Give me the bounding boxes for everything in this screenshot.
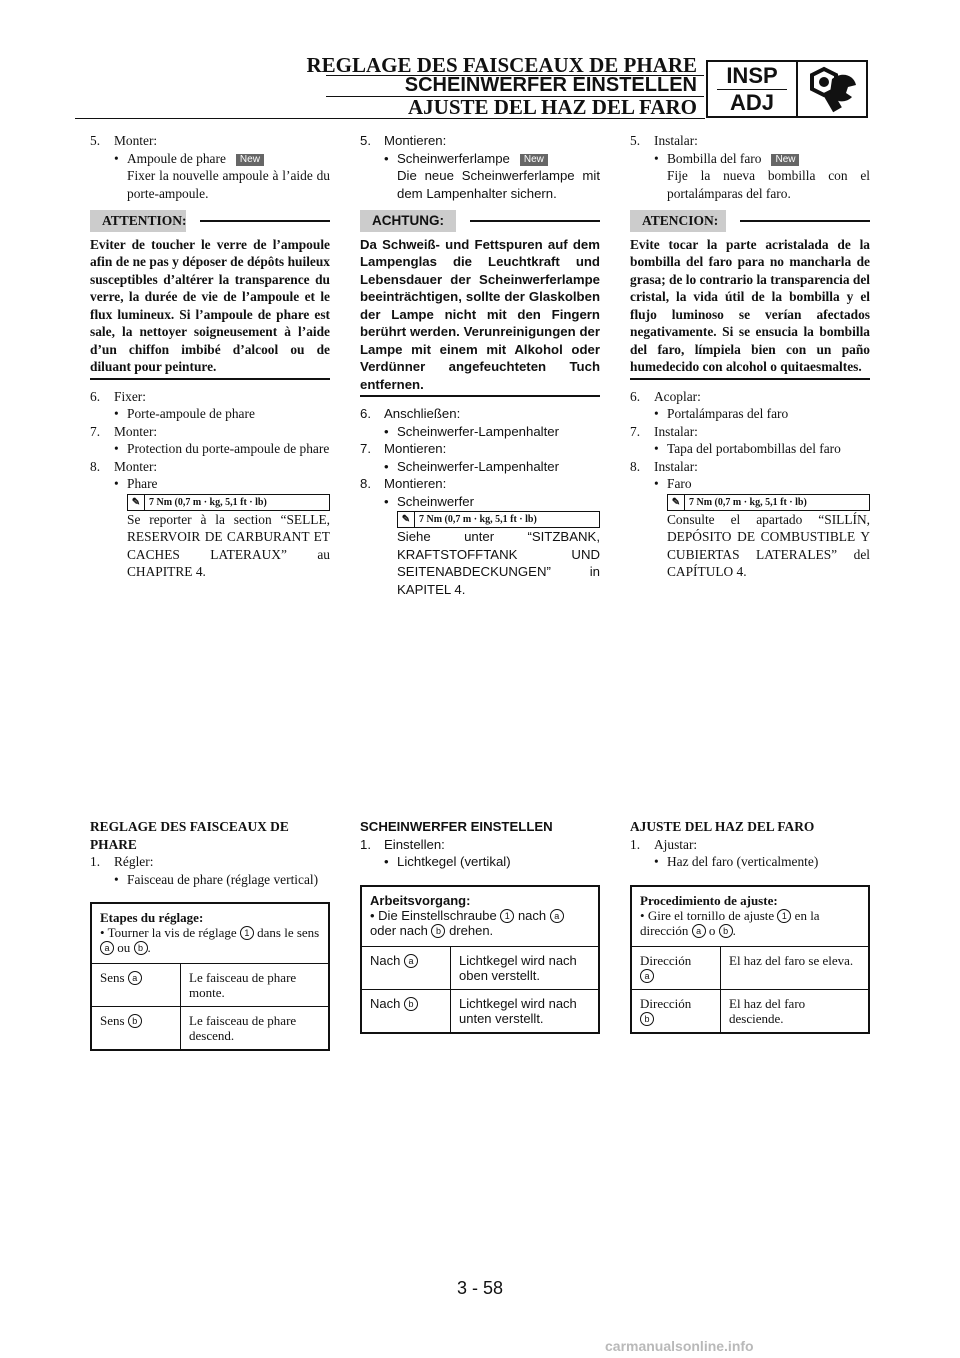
step-item: Faro [667, 476, 692, 491]
circled-b: b [404, 997, 418, 1011]
new-badge: New [520, 154, 548, 166]
table-cell: El haz del faro se eleva. [729, 952, 854, 968]
caution-label: ATENCION: [630, 210, 726, 232]
caution-label: ATTENTION: [90, 210, 186, 232]
table-cell: Lichtkegel wird nach oben verstellt. [459, 952, 577, 983]
table-heading: Procedimiento de ajuste: [640, 892, 778, 908]
step-label: Instalar: [654, 423, 698, 439]
procedure-table: Arbeitsvorgang: • Die Einstellschraube 1 nach a oder nach b drehen. Nach a Lichtkegel wird nach oben verstellt. Nach b Lichtkegel wird nach unten verstellt. [360, 885, 600, 1034]
watermark: carmanualsonline.info [605, 1338, 754, 1354]
step-label: Monter: [114, 423, 158, 439]
table-row [632, 990, 868, 1032]
procedure-table: Etapes du réglage: • Tourner la vis de réglage 1 dans le sens a ou b . Sens a Le faisceau de phare monte. Sens b Le faisceau de phare descend. [90, 902, 330, 1051]
circled-1: 1 [240, 926, 254, 940]
section-title: REGLAGE DES FAISCEAUX DE PHARE [90, 819, 289, 852]
step-number: 8. [630, 458, 641, 474]
table-step-text: o [708, 922, 716, 938]
step-label: Régler: [114, 854, 154, 869]
circled-a: a [692, 924, 706, 938]
wrench-icon [796, 62, 866, 116]
table-cell: Lichtkegel wird nach unten verstellt. [459, 995, 577, 1026]
caution-text: Evite tocar la parte acristalada de la bombilla del faro para no mancharla de grasa; de lo contrario la transparencia del cristal, la vida útil de la bombilla y el flujo luminoso se verían afectados negativamente. Si se ensucia la bombilla del faro, límpiela bien con un paño humedecido con alcohol o quitaesmaltes. [630, 236, 870, 380]
step-text: Fixer la nouvelle ampoule à l’aide du porte-ampoule. [127, 168, 330, 201]
torque-value: 7 Nm (0,7 m · kg, 5,1 ft · lb) [419, 514, 537, 525]
table-step-text: ou [117, 940, 131, 955]
header-title-es: AJUSTE DEL HAZ DEL FARO [407, 95, 697, 119]
step-item: Scheinwerfer [397, 493, 474, 509]
step-number: 7. [630, 423, 641, 439]
step-item: Ampoule de phare [127, 150, 226, 166]
table-row [92, 964, 328, 1007]
step-text: Fije la nueva bombilla con el portalámparas del faro. [667, 168, 870, 201]
torque-wrench-icon: ✎ [668, 495, 685, 510]
table-cell: Dirección [640, 952, 692, 968]
step-item: Scheinwerfer-Lampenhalter [397, 423, 559, 439]
torque-wrench-icon: ✎ [128, 495, 145, 510]
page-number: 3 - 58 [456, 1278, 504, 1298]
column-de: 5. Montieren: • Scheinwerferlampe New Die neue Scheinwerferlampe mit dem Lampenhalter sichern. ACHTUNG: Da Schweiß- und Fettspuren auf dem Lampenglas die Leuchtkraft und Lebensdauer der Scheinwerferlampe beeinträchtigen, sollte der Glaskolben der Lampe nicht mit den Fingern berührt werden. Verunreinigungen der Lampe mit einem mit Alkohol oder Verdünner angefeuchteten Tuch entfernen. 6. Anschließen: • Scheinwerfer-Lampenhalter 7. Montieren: • Scheinwerfer-Lampenhalter 8. Montieren: • Scheinwerfer ✎ 7 Nm (0,7 m · kg, 5,1 ft · lb) Siehe unter “SITZBANK, KRAFTSTOFFTANK UND SEITENABDECKUNGEN” in KAPITEL 4. [360, 133, 600, 597]
header-rule [326, 75, 704, 76]
circled-1: 1 [777, 909, 791, 923]
step-label: Monter: [114, 133, 158, 148]
section-title: AJUSTE DEL HAZ DEL FARO [630, 819, 815, 834]
circled-b: b [431, 924, 445, 938]
torque-spec [397, 511, 600, 528]
step-label: Montieren: [384, 133, 447, 148]
step-item: Portalámparas del faro [667, 406, 789, 421]
circled-b: b [134, 941, 148, 955]
circled-a: a [550, 909, 564, 923]
table-row [362, 947, 598, 990]
table-cell: Sens [100, 970, 125, 985]
step-number: 6. [90, 388, 101, 404]
adjust-section-de: SCHEINWERFER EINSTELLEN 1. Einstellen: • Lichtkegel (vertikal) Arbeitsvorgang: • Die Einstellschraube 1 nach a oder nach b drehen. Nach a Lichtkegel wird nach oben verstellt. Nach b Lichtkegel wird nach unten verstellt. [360, 818, 600, 1034]
step-item: Phare [127, 476, 158, 491]
table-heading: Arbeitsvorgang: [370, 892, 471, 908]
step-text: Die neue Scheinwerferlampe mit dem Lampenhalter sichern. [397, 168, 600, 201]
table-step-text: Tourner la vis de réglage [107, 925, 237, 940]
adjust-section-fr: REGLAGE DES FAISCEAUX DE PHARE 1. Régler: • Faisceau de phare (réglage vertical) Etapes du réglage: • Tourner la vis de réglage 1 dans le sens a ou b . Sens a Le faisceau de phare monte. Sens b Le faisceau de phare descend. [90, 818, 330, 1051]
table-cell: El haz del faro desciende. [729, 995, 806, 1026]
section-title: SCHEINWERFER EINSTELLEN [360, 819, 553, 834]
circled-a: a [404, 954, 418, 968]
new-badge: New [236, 154, 264, 166]
caution-box [630, 210, 870, 380]
step-label: Anschließen: [384, 406, 461, 421]
step-number: 5. [360, 133, 371, 148]
torque-spec [667, 494, 870, 511]
table-step-text: drehen. [449, 922, 494, 938]
circled-a: a [100, 941, 114, 955]
caution-box [360, 210, 600, 397]
step-number: 1. [90, 854, 101, 869]
step-item: Haz del faro (verticalmente) [667, 854, 819, 869]
badge-insp: INSP [726, 62, 778, 88]
step-number: 6. [360, 406, 371, 421]
table-row [632, 947, 868, 990]
step-item: Lichtkegel (vertikal) [397, 854, 511, 869]
table-cell: Nach [370, 995, 401, 1011]
new-badge: New [771, 154, 799, 166]
table-step-text: en la dirección [640, 907, 820, 938]
column-es: 5. Instalar: • Bombilla del faro New Fije la nueva bombilla con el portalámparas del faro. ATENCION: Evite tocar la parte acristalada de la bombilla del faro para no mancharla de grasa; de lo contrario la transparencia del cristal, la vida útil de la bombilla y el flujo luminoso se verían afectados negativamente. Si se ensucia la bombilla del faro, límpiela bien con un paño humedecido con alcohol o quitaesmaltes. 6. Acoplar: • Portalámparas del faro 7. Instalar: • Tapa del portabombillas del faro 8. Instalar: • Faro ✎ 7 Nm (0,7 m · kg, 5,1 ft · lb) Consulte el apartado “SILLÍN, DEPÓSITO DE COMBUSTIBLE Y CUBIERTAS LATERALES” del CAPÍTULO 4. [630, 133, 871, 579]
step-label: Instalar: [654, 458, 698, 474]
step-label: Instalar: [654, 133, 698, 148]
circled-1: 1 [500, 909, 514, 923]
table-cell: Le faisceau de phare monte. [189, 970, 297, 1000]
table-heading: Etapes du réglage: [100, 910, 204, 925]
table-step-text: Gire el tornillo de ajuste [647, 907, 775, 923]
torque-spec [127, 494, 330, 511]
procedure-table: Procedimiento de ajuste: • Gire el tornillo de ajuste 1 en la dirección a o b . Dirección a El haz del faro se eleva. Dirección b El haz del faro desciende. [630, 885, 870, 1034]
step-number: 8. [90, 458, 101, 474]
header-title-de: SCHEINWERFER EINSTELLEN [404, 74, 697, 96]
step-number: 5. [630, 133, 641, 148]
step-number: 7. [90, 423, 101, 439]
step-item: Scheinwerfer-Lampenhalter [397, 458, 559, 474]
table-cell: Sens [100, 1013, 125, 1028]
step-label: Montieren: [384, 476, 447, 491]
step-item: Porte-ampoule de phare [127, 406, 255, 421]
table-row [92, 1007, 328, 1049]
step-item: Faisceau de phare (réglage vertical) [127, 871, 319, 887]
step-text: Se reporter à la section “SELLE, RESERVOIR DE CARBURANT ET CACHES LATERAUX” au CHAPITRE 4. [127, 511, 330, 579]
step-label: Monter: [114, 458, 158, 474]
torque-wrench-icon: ✎ [398, 512, 415, 527]
step-number: 1. [630, 836, 641, 852]
step-item: Protection du porte-ampoule de phare [127, 441, 330, 456]
step-label: Montieren: [384, 441, 447, 456]
step-label: Acoplar: [654, 388, 701, 404]
step-label: Ajustar: [654, 836, 698, 852]
step-item: Tapa del portabombillas del faro [667, 441, 841, 456]
circled-b: b [640, 1012, 654, 1026]
step-number: 5. [90, 133, 101, 148]
column-fr: 5. Monter: • Ampoule de phare New Fixer la nouvelle ampoule à l’aide du porte-ampoule. ATTENTION: Eviter de toucher le verre de l’ampoule afin de ne pas y déposer de dépôts huileux susceptibles d’altérer la transparence du verre, la durée de vie de l’ampoule et le flux lumineux. Si l’ampoule de phare est sale, la nettoyer soigneusement à l’aide d’un chiffon imbibé d’alcool ou de diluant pour peinture. 6. Fixer: • Porte-ampoule de phare 7. Monter: • Protection du porte-ampoule de phare 8. Monter: • Phare ✎ 7 Nm (0,7 m · kg, 5,1 ft · lb) Se reporter à la section “SELLE, RESERVOIR DE CARBURANT ET CACHES LATERAUX” au CHAPITRE 4. [90, 133, 330, 579]
table-step-text: nach [517, 907, 547, 923]
step-label: Fixer: [114, 388, 146, 404]
header-rule [326, 96, 704, 97]
step-number: 7. [360, 441, 371, 456]
step-number: 8. [360, 476, 371, 491]
table-cell: Dirección [640, 995, 692, 1011]
torque-value: 7 Nm (0,7 m · kg, 5,1 ft · lb) [689, 496, 807, 508]
table-cell: Le faisceau de phare descend. [189, 1013, 297, 1043]
caution-label: ACHTUNG: [360, 210, 456, 232]
step-item: Bombilla del faro [667, 150, 762, 166]
section-badge [706, 60, 868, 118]
table-cell: Nach [370, 952, 401, 968]
header-title-fr: REGLAGE DES FAISCEAUX DE PHARE [306, 53, 697, 77]
table-step-text: oder nach [370, 922, 428, 938]
table-step-text: dans le sens [257, 925, 320, 940]
badge-adj: ADJ [729, 89, 774, 115]
step-label: Einstellen: [384, 836, 445, 852]
caution-text: Eviter de toucher le verre de l’ampoule afin de ne pas y déposer de dépôts huileux susceptibles d’altérer la transparence du verre, la durée de vie de l’ampoule et le flux lumineux. Si l’ampoule de phare est sale, la nettoyer soigneusement à l’aide d’un chiffon imbibé d’alcool ou de diluant pour peinture. [90, 236, 330, 380]
step-text: Consulte el apartado “SILLÍN, DEPÓSITO DE COMBUSTIBLE Y CUBIERTAS LATERALES” del CAPÍTULO 4. [667, 511, 870, 579]
step-text: Siehe unter “SITZBANK, KRAFTSTOFFTANK UND SEITENABDECKUNGEN” in KAPITEL 4. [397, 529, 600, 597]
adjust-section-es: AJUSTE DEL HAZ DEL FARO 1. Ajustar: • Haz del faro (verticalmente) Procedimiento de ajuste: • Gire el tornillo de ajuste 1 en la dirección a o b . Dirección a El haz del faro se eleva. Dirección b El haz del faro desciende. [630, 818, 870, 1034]
step-item: Scheinwerferlampe [397, 150, 510, 166]
caution-text: Da Schweiß- und Fettspuren auf dem Lampenglas die Leuchtkraft und Lebensdauer der Scheinwerferlampe beeinträchtigen, sollte der Glaskolben der Lampe nicht mit den Fingern berührt werden. Verunreinigungen der Lampe mit einem mit Alkohol oder Verdünner angefeuchteten Tuch entfernen. [360, 236, 600, 398]
circled-b: b [128, 1014, 142, 1028]
caution-box [90, 210, 330, 380]
table-row [362, 990, 598, 1032]
table-step-text: Die Einstellschraube [378, 907, 497, 923]
circled-a: a [128, 971, 142, 985]
circled-a: a [640, 969, 654, 983]
header-rule [75, 118, 705, 119]
torque-value: 7 Nm (0,7 m · kg, 5,1 ft · lb) [149, 496, 267, 508]
step-number: 1. [360, 836, 371, 852]
circled-b: b [719, 924, 733, 938]
step-number: 6. [630, 388, 641, 404]
